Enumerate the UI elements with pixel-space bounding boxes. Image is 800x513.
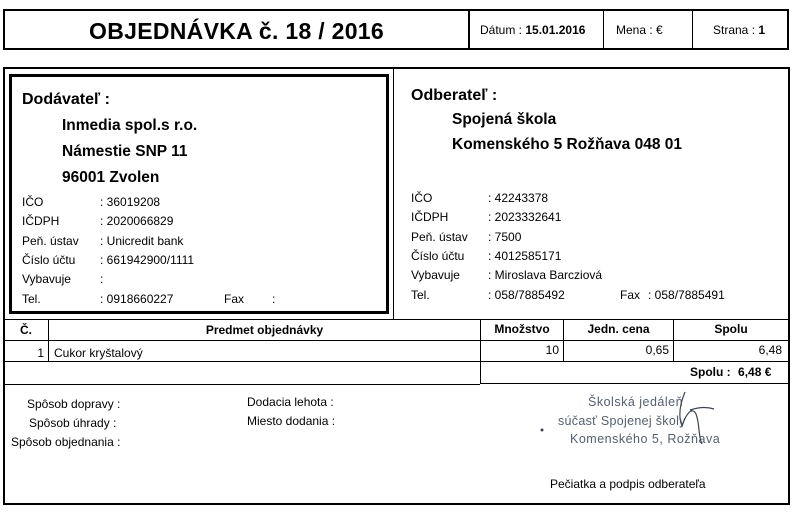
supplier-account-label: Číslo účtu bbox=[22, 253, 76, 267]
currency-value: € bbox=[656, 23, 663, 37]
supplier-icdph-label: IČDPH bbox=[22, 214, 60, 228]
customer-contact-label: Vybavuje bbox=[411, 268, 460, 282]
header-page-box bbox=[692, 9, 789, 50]
customer-fax-label: Fax bbox=[620, 288, 641, 302]
table-header-qty: Množstvo bbox=[494, 322, 550, 336]
stamp-line-2: súčasť Spojenej školy bbox=[558, 414, 686, 428]
table-header-unit-price: Jedn. cena bbox=[587, 322, 650, 336]
supplier-street: Námestie SNP 11 bbox=[62, 143, 188, 160]
supplier-ico-label: IČO bbox=[22, 195, 44, 209]
customer-bank-label: Peň. ústav bbox=[411, 230, 468, 244]
signature-scribble-icon bbox=[530, 384, 760, 464]
page-label: Strana : bbox=[713, 23, 756, 37]
customer-contact-value: : Miroslava Barcziová bbox=[488, 268, 603, 282]
customer-address: Komenského 5 Rožňava 048 01 bbox=[452, 136, 683, 153]
row-qty: 10 bbox=[545, 343, 559, 357]
table-top-line bbox=[4, 319, 789, 320]
supplier-fax-value: : bbox=[272, 292, 276, 306]
sum-label: Spolu : bbox=[690, 365, 731, 379]
supplier-account-value: : 661942900/1111 bbox=[100, 253, 195, 267]
supplier-contact-value: : bbox=[100, 272, 104, 286]
row-total: 6,48 bbox=[758, 343, 782, 357]
supplier-contact-label: Vybavuje bbox=[22, 272, 71, 286]
currency-label: Mena : bbox=[616, 23, 653, 37]
supplier-box bbox=[9, 74, 389, 314]
customer-account-label: Číslo účtu bbox=[411, 249, 465, 263]
page-field bbox=[713, 23, 765, 37]
row-item: Cukor kryštalový bbox=[54, 346, 143, 360]
supplier-heading: Dodávateľ : bbox=[22, 91, 110, 108]
date-value: 15.01.2016 bbox=[525, 23, 586, 37]
document-title: OBJEDNÁVKA č. 18 / 2016 bbox=[89, 18, 384, 44]
customer-name: Spojená škola bbox=[452, 111, 557, 128]
delivery-place-label: Miesto dodania : bbox=[247, 414, 336, 428]
supplier-city: 96001 Zvolen bbox=[62, 169, 160, 186]
sum-field bbox=[690, 365, 771, 379]
supplier-icdph-value: : 2020066829 bbox=[100, 214, 174, 228]
header-title-box bbox=[3, 9, 470, 50]
payment-method-label: Spôsob úhrady : bbox=[29, 416, 117, 430]
table-header-no: Č. bbox=[20, 323, 32, 337]
date-field bbox=[480, 23, 585, 37]
header-date-box bbox=[469, 9, 604, 50]
order-method-label: Spôsob objednania : bbox=[11, 435, 121, 449]
customer-section bbox=[394, 68, 788, 318]
header-currency-box bbox=[603, 9, 693, 50]
stamp-line-1: Školská jedáleň bbox=[588, 395, 684, 409]
supplier-phone-label: Tel. bbox=[22, 292, 41, 306]
stamp-line-3: Komenského 5, Rožňava bbox=[570, 432, 721, 446]
signature-label: Pečiatka a podpis odberateľa bbox=[550, 477, 706, 491]
customer-ico-label: IČO bbox=[411, 191, 433, 205]
customer-fax-value: : 058/7885491 bbox=[648, 288, 725, 302]
table-row-line bbox=[4, 361, 789, 362]
customer-account-value: : 4012585171 bbox=[488, 249, 562, 263]
delivery-term-label: Dodacia lehota : bbox=[247, 395, 334, 409]
footer-top-line bbox=[4, 384, 480, 385]
date-label: Dátum : bbox=[480, 23, 523, 37]
customer-phone-label: Tel. bbox=[411, 288, 430, 302]
customer-ico-value: : 42243378 bbox=[488, 191, 549, 205]
row-no: 1 bbox=[37, 346, 44, 360]
page-value: 1 bbox=[758, 23, 766, 37]
customer-bank-value: : 7500 bbox=[488, 230, 522, 244]
table-header-total: Spolu bbox=[714, 322, 748, 336]
delivery-method-label: Spôsob dopravy : bbox=[27, 397, 121, 411]
currency-field bbox=[616, 23, 663, 37]
table-header-item: Predmet objednávky bbox=[205, 323, 324, 337]
sum-value: 6,48 € bbox=[738, 365, 772, 379]
row-unit-price: 0,65 bbox=[645, 343, 669, 357]
customer-icdph-value: : 2023332641 bbox=[488, 210, 562, 224]
supplier-phone-value: : 0918660227 bbox=[100, 292, 174, 306]
supplier-bank-value: : Unicredit bank bbox=[100, 234, 184, 248]
customer-icdph-label: IČDPH bbox=[411, 210, 449, 224]
supplier-fax-label: Fax bbox=[224, 292, 245, 306]
table-header-line bbox=[4, 340, 789, 341]
customer-heading: Odberateľ : bbox=[411, 87, 498, 104]
supplier-name: Inmedia spol.s r.o. bbox=[62, 117, 198, 134]
supplier-bank-label: Peň. ústav bbox=[22, 234, 79, 248]
customer-phone-value: : 058/7885492 bbox=[488, 288, 565, 302]
supplier-ico-value: : 36019208 bbox=[100, 195, 161, 209]
